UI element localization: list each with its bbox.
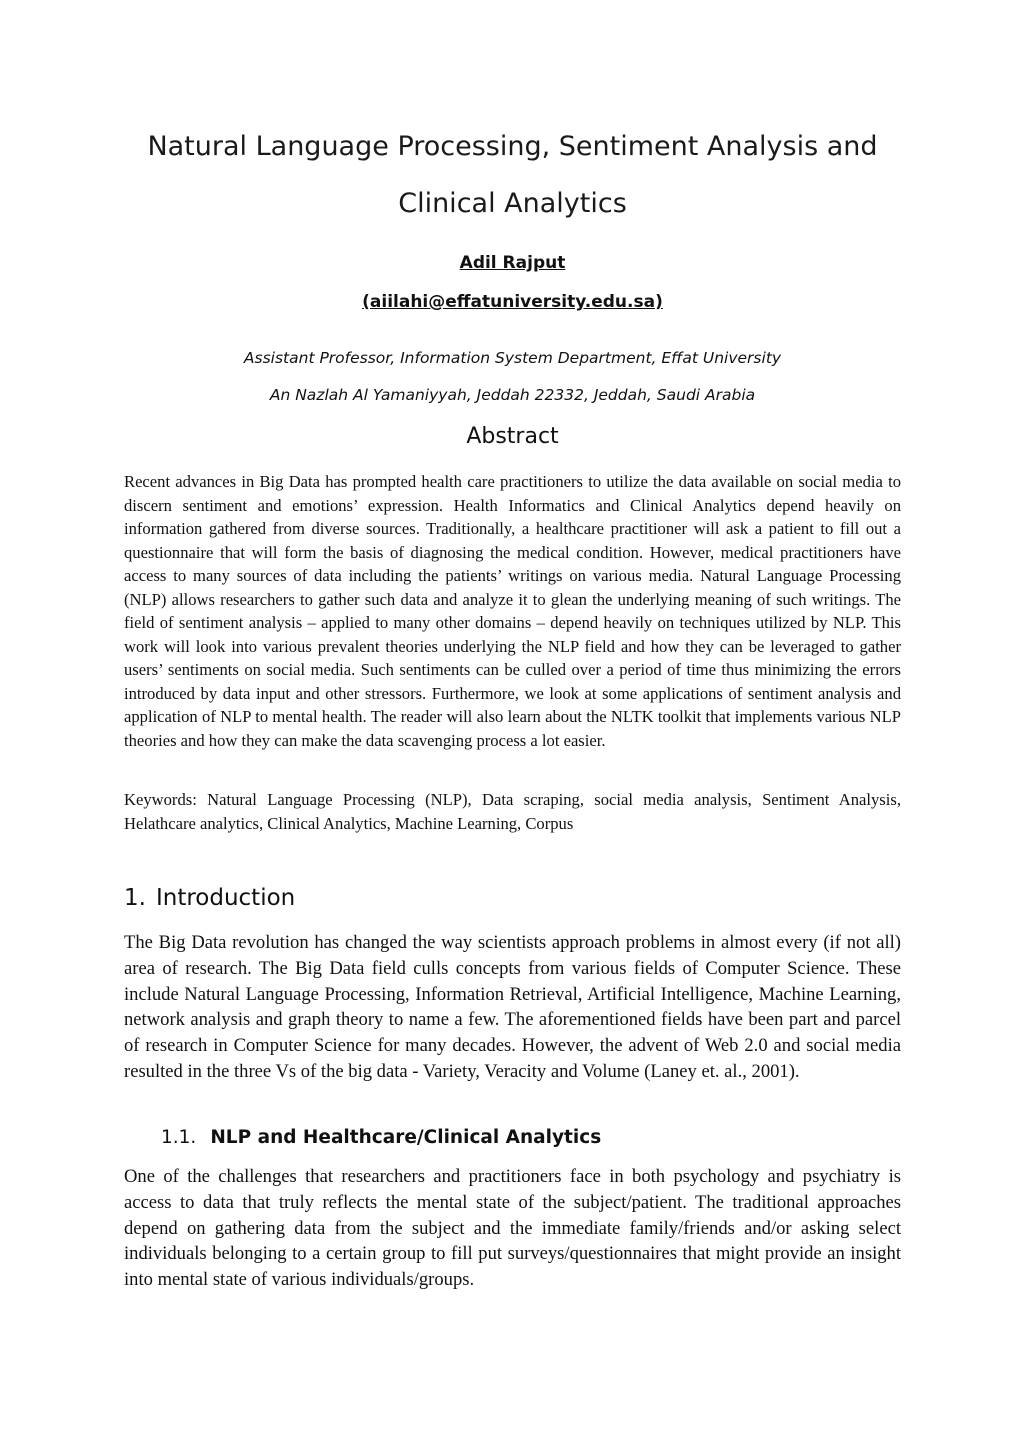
author-address: An Nazlah Al Yamaniyyah, Jeddah 22332, Jeddah, Saudi Arabia [269,386,756,404]
abstract-heading: Abstract [466,424,559,449]
subsection-number: 1.1. [161,1127,197,1148]
abstract-text: Recent advances in Big Data has prompted health care practitioners to utilize the data available on social media to discern sentiment and emotions’ expression. Health Informatics and Clinical Analytics depend heavily on information gathered from diverse sources. Traditionally, a healthcare practitioner will ask a patient to fill out a questionnaire that will form the basis of diagnosing the medical condition. However, medical practitioners have access to many sources of data including the patients’ writings on various media. Natural Language Processing (NLP) allows researchers to gather such data and analyze it to glean the underlying meaning of such writings. The field of sentiment analysis – applied to many other domains – depend heavily on techniques utilized by NLP. This work will look into various prevalent theories underlying the NLP field and how they can be leveraged to gather users’ sentiments on social media. Such sentiments can be culled over a period of time thus minimizing the errors introduced by data input and other stressors. Furthermore, we look at some applications of sentiment analysis and application of NLP to mental health. The reader will also learn about the NLTK toolkit that implements various NLP theories and how they can make the data scavenging process a lot easier. [124,472,901,750]
subsection-title: NLP and Healthcare/Clinical Analytics [210,1127,602,1148]
keywords-text: Keywords: Natural Language Processing (NLP), Data scraping, social media analysis, Sentiment Analysis, Helathcare analytics, Clinical Analytics, Machine Learning, Corpus [124,790,901,833]
author-name: Adil Rajput [459,253,566,273]
author-affiliation: Assistant Professor, Information System Department, Effat University [243,349,782,367]
paper-title: Natural Language Processing, Sentiment Analysis and Clinical Analytics [147,131,878,219]
author-email: (aiilahi@effatuniversity.edu.sa) [362,292,663,312]
section-number: 1. [124,885,146,911]
subsection-paragraph: One of the challenges that researchers and practitioners face in both psychology and psychiatry is access to data that truly reflects the mental state of the subject/patient. The traditional approaches depend on gathering data from the subject and the immediate family/friends and/or asking select individuals belonging to a certain group to fill put surveys/questionnaires that might provide an insight into mental state of various individuals/groups. [124,1166,901,1291]
introduction-paragraph: The Big Data revolution has changed the way scientists approach problems in almost every (if not all) area of research. The Big Data field culls concepts from various fields of Computer Science. These include Natural Language Processing, Information Retrieval, Artificial Intelligence, Machine Learning, network analysis and graph theory to name a few. The aforementioned fields have been part and parcel of research in Computer Science for many decades. However, the advent of Web 2.0 and social media resulted in the three Vs of the big data - Variety, Veracity and Volume (Laney et. al., 2001). [124,932,901,1082]
subsection-heading-nlp-healthcare [161,1127,901,1148]
section-title: Introduction [155,885,296,911]
section-heading-introduction [124,885,901,911]
